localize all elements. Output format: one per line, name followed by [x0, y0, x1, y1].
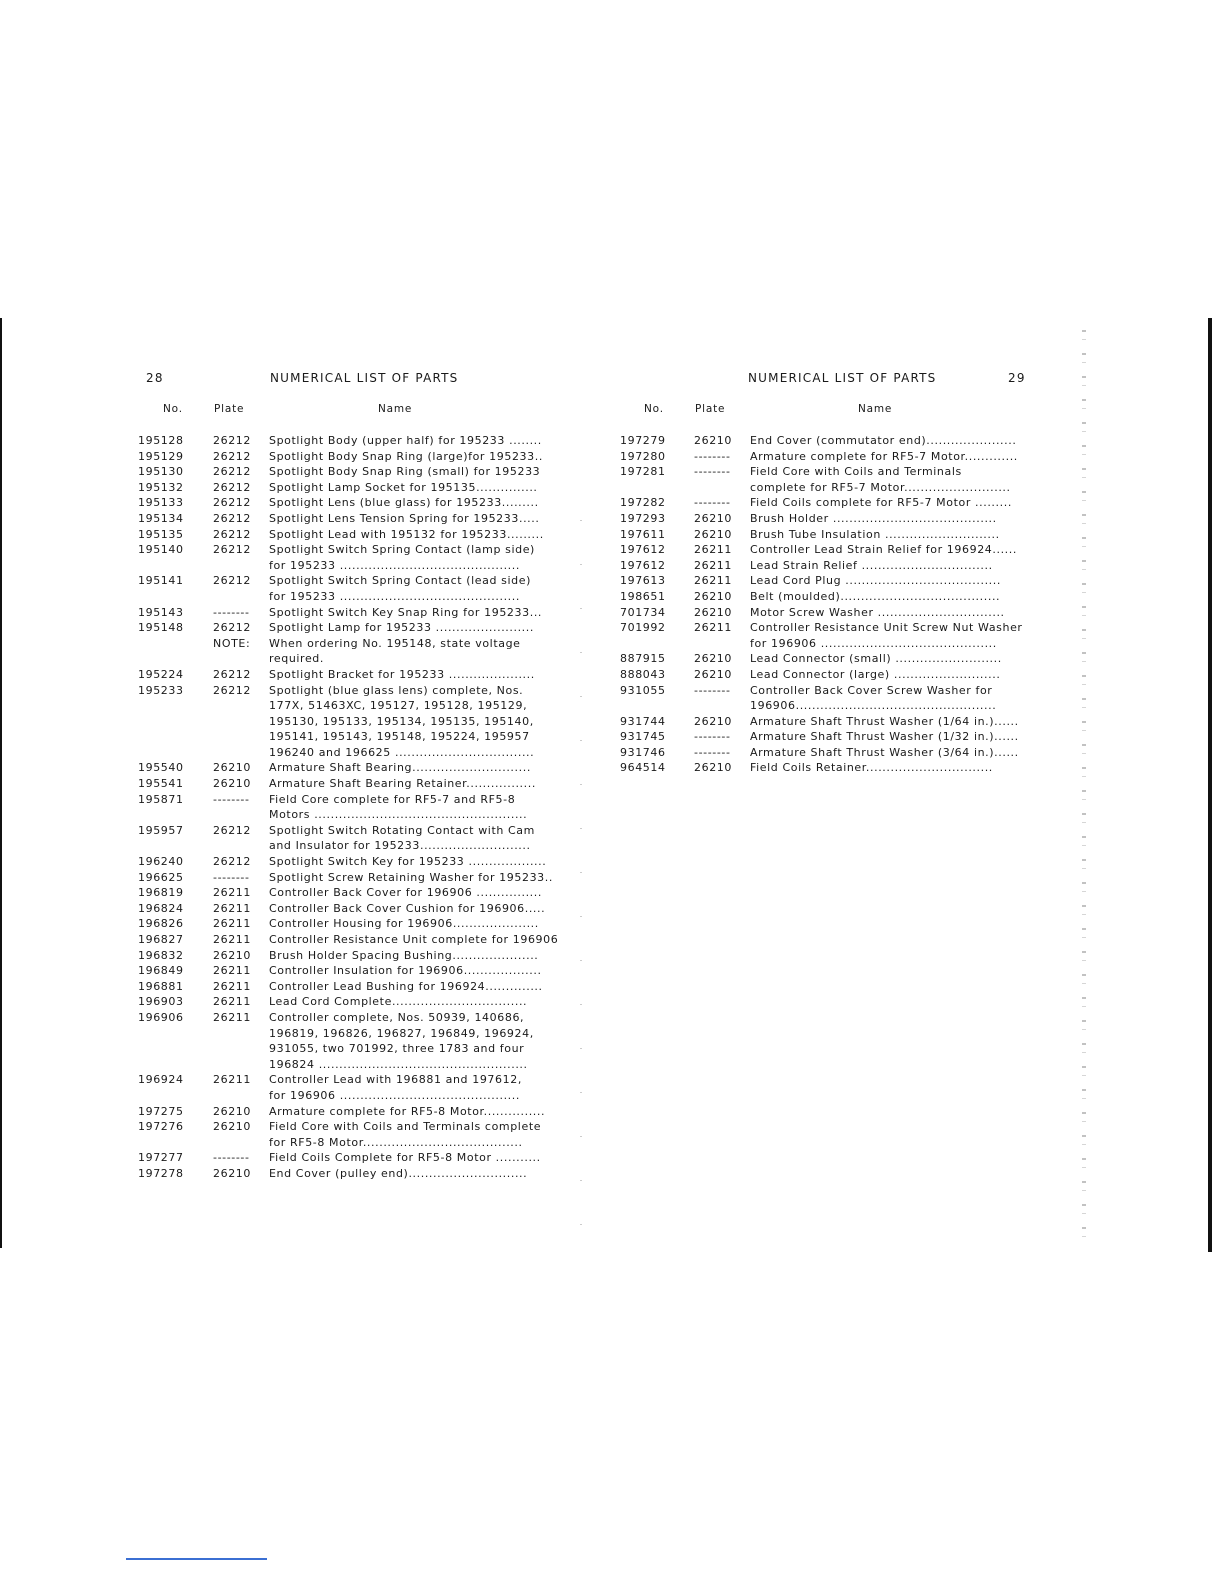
part-row	[138, 620, 558, 636]
part-number: 197613	[620, 574, 666, 588]
plate-number: 26210	[694, 652, 732, 666]
part-name-line: Lead Strain Relief ................................	[750, 558, 993, 572]
part-name	[269, 527, 558, 543]
plate-number: --------	[694, 683, 731, 697]
part-number: 197277	[138, 1151, 184, 1165]
scan-speckle	[1082, 330, 1086, 1250]
part-row	[138, 776, 558, 792]
plate-number: 26211	[213, 933, 251, 946]
part-number: 701992	[620, 621, 666, 635]
plate-number: 26211	[213, 917, 251, 931]
plate-number: 26210	[694, 589, 732, 603]
part-row	[620, 558, 1036, 574]
part-number: 195140	[138, 543, 184, 557]
part-number: 197278	[138, 1166, 184, 1180]
part-row	[138, 932, 558, 948]
part-row	[138, 1119, 558, 1150]
part-name-line: Controller Back Cover Screw Washer for	[750, 683, 993, 697]
part-number: 196832	[138, 948, 184, 962]
plate-number: 26211	[694, 621, 732, 635]
plate-number: --------	[694, 449, 731, 463]
part-name-line: Controller Insulation for 196906...................	[269, 964, 542, 978]
part-number: 701734	[620, 605, 666, 619]
plate-number: 26211	[694, 574, 732, 588]
part-name	[269, 994, 558, 1010]
part-name	[269, 636, 558, 667]
part-number: 196824	[138, 901, 184, 915]
part-number: 195129	[138, 449, 184, 463]
part-name-line: Lead Cord Complete.................................	[269, 995, 528, 1009]
part-row	[138, 449, 558, 465]
part-name-line: Spotlight Switch Spring Contact (lead side)	[269, 574, 531, 588]
part-number: 195141	[138, 574, 184, 588]
part-row	[138, 963, 558, 979]
plate-number: 26212	[213, 527, 251, 541]
part-name-line: Controller Lead with 196881 and 197612,	[269, 1073, 522, 1087]
part-row	[620, 651, 1036, 667]
part-name	[269, 979, 558, 995]
plate-number: 26212	[213, 480, 251, 494]
part-row	[138, 760, 558, 776]
part-row	[620, 620, 1036, 651]
part-row	[620, 573, 1036, 589]
part-name-line: Spotlight Switch Spring Contact (lamp side)	[269, 543, 535, 557]
part-name	[750, 745, 1036, 761]
part-name-line: for 196906 ...........................................	[750, 636, 997, 650]
part-name-line: Armature complete for RF5-7 Motor.............	[750, 449, 1018, 463]
part-number: 931055	[620, 683, 666, 697]
left-col-plate-header: Plate	[214, 403, 245, 415]
part-row	[620, 760, 1036, 776]
part-name-line: Controller Housing for 196906.....................	[269, 917, 539, 931]
right-page-number: 29	[1008, 371, 1026, 385]
plate-number: 26211	[694, 558, 732, 572]
part-name-line: Armature Shaft Thrust Washer (1/64 in.)......	[750, 714, 1019, 728]
part-name	[269, 511, 558, 527]
part-name-line: Controller complete, Nos. 50939, 140686,	[269, 1010, 525, 1024]
right-col-name-header: Name	[858, 403, 893, 415]
part-row	[620, 511, 1036, 527]
part-number: 195957	[138, 823, 184, 837]
part-number: 197276	[138, 1120, 184, 1134]
part-name-line: Armature Shaft Bearing.............................	[269, 761, 531, 775]
part-number: 964514	[620, 761, 666, 775]
part-name-line: 196906.................................................	[750, 699, 997, 713]
right-page-title: NUMERICAL LIST OF PARTS	[748, 371, 937, 385]
part-row	[138, 885, 558, 901]
part-name	[269, 433, 558, 449]
part-number: 197280	[620, 449, 666, 463]
part-name-line: Spotlight Switch Key Snap Ring for 195233...	[269, 605, 543, 619]
part-name-line: End Cover (pulley end).............................	[269, 1166, 528, 1180]
part-name	[269, 1166, 558, 1182]
part-row	[620, 714, 1036, 730]
part-row	[138, 573, 558, 604]
part-number: 931745	[620, 730, 666, 744]
part-name	[269, 1104, 558, 1120]
part-row	[138, 433, 558, 449]
part-name	[750, 433, 1036, 449]
part-row	[138, 901, 558, 917]
part-number: 196827	[138, 933, 184, 946]
page-edge-left	[0, 318, 2, 1248]
part-name-line: 177X, 51463XC, 195127, 195128, 195129,	[269, 699, 528, 713]
part-name	[269, 1072, 558, 1103]
part-row	[620, 449, 1036, 465]
part-name-line: required.	[269, 652, 324, 666]
part-number: 195128	[138, 434, 184, 447]
part-row	[138, 636, 558, 667]
part-name	[750, 511, 1036, 527]
part-row	[138, 948, 558, 964]
part-number: 197279	[620, 434, 666, 447]
plate-number: 26211	[694, 543, 732, 557]
plate-number: 26211	[213, 1073, 251, 1087]
left-page-title: NUMERICAL LIST OF PARTS	[270, 371, 459, 385]
part-number: 197612	[620, 543, 666, 557]
part-name-line: Belt (moulded).......................................	[750, 589, 1001, 603]
part-row	[138, 495, 558, 511]
plate-number: 26212	[213, 496, 251, 510]
part-name	[750, 620, 1036, 651]
part-name	[750, 464, 1036, 495]
part-row	[138, 667, 558, 683]
plate-number: 26212	[213, 574, 251, 588]
part-name	[269, 792, 558, 823]
plate-number: 26210	[213, 948, 251, 962]
plate-number: 26212	[213, 465, 251, 479]
part-row	[620, 589, 1036, 605]
part-name	[269, 1010, 558, 1072]
part-number: 197282	[620, 496, 666, 510]
plate-number: 26212	[213, 543, 251, 557]
part-number: 887915	[620, 652, 666, 666]
part-name	[269, 870, 558, 886]
part-name-line: Spotlight Body (upper half) for 195233 ........	[269, 434, 542, 447]
part-name-line: for 196906 ............................................	[269, 1088, 520, 1102]
part-number: 931746	[620, 745, 666, 759]
part-name-line: Motors ....................................................	[269, 808, 528, 822]
part-number: 195540	[138, 761, 184, 775]
part-row	[620, 464, 1036, 495]
part-name-line: Spotlight Body Snap Ring (large)for 195233..	[269, 449, 543, 463]
part-row	[620, 433, 1036, 449]
part-name-line: Controller Back Cover Cushion for 196906.....	[269, 901, 546, 915]
part-name	[750, 683, 1036, 714]
part-number: 931744	[620, 714, 666, 728]
part-name	[269, 683, 558, 761]
plate-number: --------	[694, 745, 731, 759]
part-number: 196903	[138, 995, 184, 1009]
plate-number: 26211	[213, 964, 251, 978]
part-number: 195224	[138, 667, 184, 681]
part-number: 196924	[138, 1073, 184, 1087]
part-number: 195143	[138, 605, 184, 619]
part-number: 195132	[138, 480, 184, 494]
part-number: 195130	[138, 465, 184, 479]
part-row	[620, 527, 1036, 543]
part-number: 195871	[138, 792, 184, 806]
plate-number: 26210	[213, 777, 251, 791]
part-name	[269, 1150, 558, 1166]
part-name	[269, 823, 558, 854]
bottom-rule	[126, 1558, 267, 1560]
part-name-line: When ordering No. 195148, state voltage	[269, 636, 521, 650]
part-name	[750, 573, 1036, 589]
part-number: 195148	[138, 621, 184, 635]
part-name-line: End Cover (commutator end)......................	[750, 434, 1017, 447]
part-name-line: Brush Holder Spacing Bushing.....................	[269, 948, 539, 962]
plate-number: --------	[694, 496, 731, 510]
part-name	[750, 542, 1036, 558]
part-name-line: Controller Resistance Unit complete for 196906	[269, 933, 558, 946]
part-name-line: 195141, 195143, 195148, 195224, 195957	[269, 730, 530, 744]
part-name	[269, 542, 558, 573]
part-name-line: Spotlight Bracket for 195233 .....................	[269, 667, 535, 681]
part-row	[138, 480, 558, 496]
plate-number: 26212	[213, 434, 251, 447]
part-row	[620, 729, 1036, 745]
part-name-line: Field Core complete for RF5-7 and RF5-8	[269, 792, 516, 806]
part-number: 197612	[620, 558, 666, 572]
left-parts-list	[138, 433, 558, 1182]
part-name-line: and Insulator for 195233...........................	[269, 839, 531, 853]
part-row	[138, 1104, 558, 1120]
part-name-line: Spotlight Lens (blue glass) for 195233.........	[269, 496, 539, 510]
part-row	[138, 527, 558, 543]
part-name-line: Brush Holder ........................................	[750, 511, 997, 525]
part-name	[750, 714, 1036, 730]
part-name	[750, 651, 1036, 667]
part-name-line: for 195233 ............................................	[269, 558, 520, 572]
plate-number: 26210	[694, 714, 732, 728]
part-row	[138, 792, 558, 823]
plate-number: 26210	[694, 434, 732, 447]
part-name	[269, 963, 558, 979]
part-name-line: Spotlight Screw Retaining Washer for 195233..	[269, 870, 553, 884]
plate-number: NOTE:	[213, 636, 251, 650]
part-number: 196849	[138, 964, 184, 978]
part-name-line: for 195233 ............................................	[269, 589, 520, 603]
plate-number: 26211	[213, 886, 251, 900]
part-name-line: Controller Lead Strain Relief for 196924......	[750, 543, 1017, 557]
part-name	[750, 495, 1036, 511]
left-page-number: 28	[146, 371, 164, 385]
plate-number: --------	[694, 730, 731, 744]
part-row	[620, 495, 1036, 511]
part-name	[750, 589, 1036, 605]
part-name	[269, 776, 558, 792]
part-row	[138, 870, 558, 886]
plate-number: 26212	[213, 621, 251, 635]
part-name	[269, 480, 558, 496]
part-name-line: 196819, 196826, 196827, 196849, 196924,	[269, 1026, 534, 1040]
plate-number: 26212	[213, 449, 251, 463]
part-number: 888043	[620, 667, 666, 681]
part-name-line: Spotlight Lamp for 195233 ........................	[269, 621, 534, 635]
plate-number: 26211	[213, 995, 251, 1009]
part-row	[138, 1150, 558, 1166]
plate-number: 26210	[213, 1120, 251, 1134]
part-name	[269, 620, 558, 636]
part-name-line: Spotlight Lens Tension Spring for 195233.....	[269, 511, 540, 525]
part-name-line: Lead Cord Plug ......................................	[750, 574, 1001, 588]
part-name-line: 196240 and 196625 ..................................	[269, 745, 535, 759]
plate-number: 26212	[213, 855, 251, 869]
part-name-line: Armature Shaft Bearing Retainer.................	[269, 777, 536, 791]
part-number: 196881	[138, 979, 184, 993]
part-row	[620, 745, 1036, 761]
part-name-line: Armature complete for RF5-8 Motor...............	[269, 1104, 546, 1118]
part-number: 195134	[138, 511, 184, 525]
plate-number: --------	[213, 1151, 250, 1165]
part-name-line: Armature Shaft Thrust Washer (3/64 in.)......	[750, 745, 1019, 759]
part-name	[269, 854, 558, 870]
part-number: 196819	[138, 886, 184, 900]
part-row	[138, 1166, 558, 1182]
part-name	[269, 1119, 558, 1150]
right-parts-list	[620, 433, 1036, 776]
plate-number: 26212	[213, 667, 251, 681]
plate-number: 26210	[213, 1166, 251, 1180]
part-row	[138, 542, 558, 573]
part-number: 197281	[620, 465, 666, 479]
part-name-line: Spotlight Lead with 195132 for 195233.........	[269, 527, 544, 541]
part-name	[269, 948, 558, 964]
part-row	[138, 511, 558, 527]
part-name-line: Brush Tube Insulation ............................	[750, 527, 1000, 541]
part-row	[620, 605, 1036, 621]
plate-number: 26210	[694, 511, 732, 525]
part-row	[620, 542, 1036, 558]
part-row	[138, 683, 558, 761]
part-name-line: for RF5-8 Motor.......................................	[269, 1135, 523, 1149]
part-name-line: Field Coils Retainer...............................	[750, 761, 993, 775]
part-name-line: Field Core with Coils and Terminals	[750, 465, 962, 479]
part-name	[269, 449, 558, 465]
part-row	[138, 916, 558, 932]
left-col-name-header: Name	[378, 403, 413, 415]
part-number: 196240	[138, 855, 184, 869]
left-col-no-header: No.	[163, 403, 183, 415]
plate-number: 26212	[213, 511, 251, 525]
part-name	[750, 605, 1036, 621]
part-row	[138, 823, 558, 854]
part-name	[269, 605, 558, 621]
part-name-line: 196824 ...................................................	[269, 1057, 528, 1071]
plate-number: --------	[213, 792, 250, 806]
part-number: 198651	[620, 589, 666, 603]
part-name-line: Armature Shaft Thrust Washer (1/32 in.)......	[750, 730, 1019, 744]
part-name	[750, 449, 1036, 465]
plate-number: --------	[694, 465, 731, 479]
part-name-line: Spotlight Switch Rotating Contact with Cam	[269, 823, 535, 837]
part-name-line: Spotlight Switch Key for 195233 ...................	[269, 855, 547, 869]
part-name-line: 195130, 195133, 195134, 195135, 195140,	[269, 714, 534, 728]
plate-number: 26211	[213, 1010, 251, 1024]
part-name-line: Spotlight (blue glass lens) complete, Nos.	[269, 683, 524, 697]
part-row	[138, 464, 558, 480]
part-name-line: Controller Resistance Unit Screw Nut Washer	[750, 621, 1023, 635]
part-name-line: Spotlight Body Snap Ring (small) for 195233	[269, 465, 541, 479]
part-number: 197611	[620, 527, 666, 541]
part-number: 195233	[138, 683, 184, 697]
part-name	[750, 527, 1036, 543]
plate-number: --------	[213, 870, 250, 884]
part-name-line: Lead Connector (small) ..........................	[750, 652, 1002, 666]
part-name	[269, 916, 558, 932]
part-name	[269, 573, 558, 604]
page-edge-right	[1208, 318, 1212, 1252]
plate-number: 26211	[213, 979, 251, 993]
part-row	[138, 979, 558, 995]
part-row	[138, 994, 558, 1010]
page-gutter	[580, 520, 582, 1240]
right-col-plate-header: Plate	[695, 403, 726, 415]
part-name	[269, 885, 558, 901]
part-name-line: Controller Lead Bushing for 196924..............	[269, 979, 543, 993]
part-row	[620, 683, 1036, 714]
part-name	[269, 901, 558, 917]
plate-number: 26210	[694, 527, 732, 541]
part-row	[620, 667, 1036, 683]
part-name	[750, 760, 1036, 776]
part-name-line: Field Core with Coils and Terminals complete	[269, 1120, 542, 1134]
plate-number: 26212	[213, 823, 251, 837]
part-row	[138, 605, 558, 621]
part-name-line: Controller Back Cover for 196906 ................	[269, 886, 542, 900]
part-number: 195135	[138, 527, 184, 541]
part-name	[750, 558, 1036, 574]
plate-number: 26211	[213, 901, 251, 915]
part-number: 197293	[620, 511, 666, 525]
plate-number: 26210	[213, 1104, 251, 1118]
part-name	[269, 667, 558, 683]
part-number: 196906	[138, 1010, 184, 1024]
part-name-line: Field Coils complete for RF5-7 Motor .........	[750, 496, 1012, 510]
part-name-line: 931055, two 701992, three 1783 and four	[269, 1042, 525, 1056]
part-name	[750, 729, 1036, 745]
part-number: 196625	[138, 870, 184, 884]
part-number: 196826	[138, 917, 184, 931]
part-number: 197275	[138, 1104, 184, 1118]
plate-number: --------	[213, 605, 250, 619]
part-row	[138, 1010, 558, 1072]
part-name	[269, 932, 558, 948]
part-number: 195541	[138, 777, 184, 791]
part-row	[138, 1072, 558, 1103]
plate-number: 26212	[213, 683, 251, 697]
part-name	[750, 667, 1036, 683]
part-name-line: complete for RF5-7 Motor..........................	[750, 480, 1011, 494]
part-name-line: Motor Screw Washer ...............................	[750, 605, 1005, 619]
part-name	[269, 495, 558, 511]
part-name	[269, 760, 558, 776]
right-col-no-header: No.	[644, 403, 664, 415]
part-name-line: Lead Connector (large) ..........................	[750, 667, 1001, 681]
plate-number: 26210	[694, 761, 732, 775]
plate-number: 26210	[694, 605, 732, 619]
plate-number: 26210	[694, 667, 732, 681]
part-number: 195133	[138, 496, 184, 510]
part-name-line: Spotlight Lamp Socket for 195135...............	[269, 480, 538, 494]
plate-number: 26210	[213, 761, 251, 775]
part-row	[138, 854, 558, 870]
part-name-line: Field Coils Complete for RF5-8 Motor ...........	[269, 1151, 541, 1165]
part-name	[269, 464, 558, 480]
